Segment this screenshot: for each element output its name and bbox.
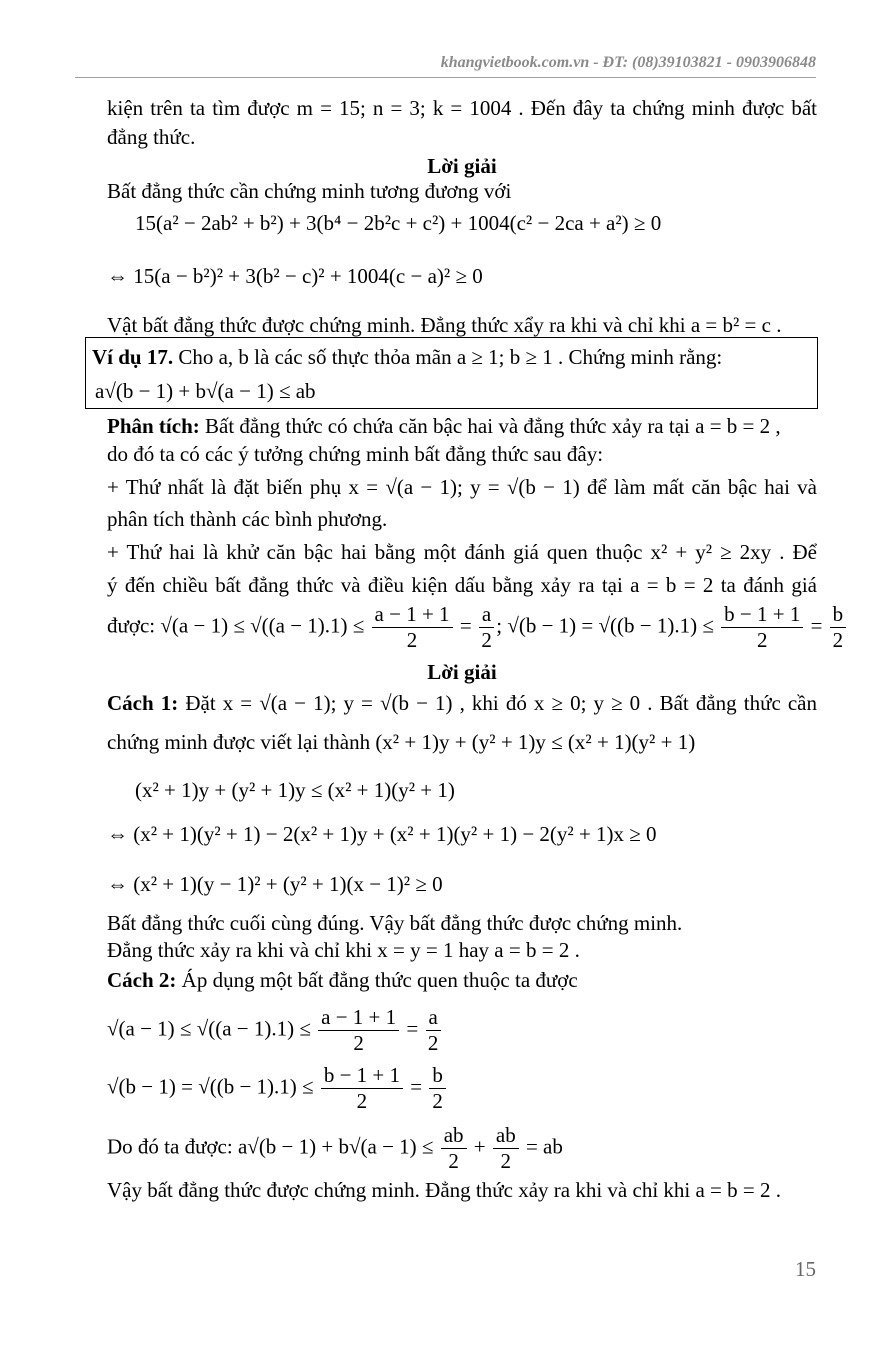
text-line: Bất đẳng thức cần chứng minh tương đương với: [107, 179, 512, 203]
text-line: đẳng thức.: [107, 125, 196, 149]
text-line: + Thứ hai là khử căn bậc hai bằng một đánh giá quen thuộc x² + y² ≥ 2xy . Để: [107, 540, 817, 564]
fraction: $\frac{b}{2}$: [830, 602, 847, 653]
example-text: Cho a, b là các số thực thỏa mãn a ≥ 1; b ≥ 1 . Chứng minh rằng:: [173, 345, 723, 369]
method-2-title: Cách 2:: [107, 968, 177, 992]
fraction: $\frac{b}{2}$: [429, 1063, 446, 1114]
fraction: $\frac{a - 1 + 1}{2}$: [372, 602, 453, 653]
example-title: Ví dụ 17.: [92, 345, 174, 369]
section-heading: Lời giải: [427, 154, 497, 178]
text-line: + Thứ nhất là đặt biến phụ x = √(a − 1); y = √(b − 1) để làm mất căn bậc hai và: [107, 475, 817, 499]
page-header: khangvietbook.com.vn - ĐT: (08)39103821 - 0903906848: [440, 54, 816, 71]
equation: ⇔ (x² + 1)(y² + 1) − 2(x² + 1)y + (x² + 1)(y² + 1) − 2(y² + 1)x ≥ 0: [107, 822, 657, 846]
example-statement: [92, 344, 802, 370]
method-2-text: Áp dụng một bất đẳng thức quen thuộc ta được: [176, 968, 578, 992]
text-line: kiện trên ta tìm được m = 15; n = 3; k = 1004 . Đến đây ta chứng minh được bất: [107, 96, 817, 120]
example-formula: a√(b − 1) + b√(a − 1) ≤ ab: [95, 379, 316, 403]
analysis-title: Phân tích:: [107, 414, 200, 438]
fraction: $\frac{b - 1 + 1}{2}$: [721, 602, 803, 653]
text-line: Đẳng thức xảy ra khi và chỉ khi x = y = 1 hay a = b = 2 .: [107, 938, 580, 962]
fraction: $\frac{a}{2}$: [426, 1005, 441, 1056]
equation: √(a − 1) ≤ √((a − 1).1) ≤ $\frac{a - 1 + 1}{2}$ = $\frac{a}{2}$: [107, 1005, 817, 1056]
equation: √(b − 1) = √((b − 1).1) ≤ $\frac{b - 1 + 1}{2}$ = $\frac{b}{2}$: [107, 1063, 817, 1114]
fraction: $\frac{a}{2}$: [479, 602, 494, 653]
text-line: do đó ta có các ý tưởng chứng minh bất đẳng thức sau đây:: [107, 442, 604, 466]
equation: 15(a² − 2ab² + b²) + 3(b⁴ − 2b²c + c²) + 1004(c² − 2ca + a²) ≥ 0: [135, 211, 662, 235]
method-1-title: Cách 1:: [107, 691, 179, 715]
page-number: 15: [795, 1257, 816, 1281]
text-line: Vật bất đẳng thức được chứng minh. Đẳng thức xẩy ra khi và chỉ khi a = b² = c .: [107, 313, 782, 337]
analysis-line: [107, 413, 817, 439]
equation: ⇔ 15(a − b²)² + 3(b² − c)² + 1004(c − a)² ≥ 0: [107, 264, 483, 288]
text-line: Vậy bất đẳng thức được chứng minh. Đẳng thức xảy ra khi và chỉ khi a = b = 2 .: [107, 1178, 781, 1202]
fraction: $\frac{ab}{2}$: [493, 1123, 519, 1174]
fraction: $\frac{b - 1 + 1}{2}$: [321, 1063, 403, 1114]
fraction: $\frac{ab}{2}$: [441, 1123, 467, 1174]
estimate-line: được: √(a − 1) ≤ √((a − 1).1) ≤ $\frac{a - 1 + 1}{2}$ = $\frac{a}{2}$ ; √(b − 1) = √((b − 1).1) ≤ $\frac{b - 1 + 1}{2}$ = $\frac{b}{2}$: [107, 602, 817, 653]
section-heading: Lời giải: [427, 660, 497, 684]
equation: (x² + 1)y + (y² + 1)y ≤ (x² + 1)(y² + 1): [135, 778, 455, 802]
analysis-text: Bất đẳng thức có chứa căn bậc hai và đẳng thức xảy ra tại a = b = 2 ,: [199, 414, 781, 438]
equation: ⇔ (x² + 1)(y − 1)² + (y² + 1)(x − 1)² ≥ 0: [107, 872, 443, 896]
header-divider: [75, 77, 816, 78]
text-line: ý đến chiều bất đẳng thức và điều kiện dấu bằng xảy ra tại a = b = 2 ta đánh giá: [107, 573, 817, 597]
text-line: chứng minh được viết lại thành (x² + 1)y + (y² + 1)y ≤ (x² + 1)(y² + 1): [107, 730, 696, 754]
text-line: phân tích thành các bình phương.: [107, 507, 388, 531]
method-1-text: Đặt x = √(a − 1); y = √(b − 1) , khi đó x ≥ 0; y ≥ 0 . Bất đẳng thức cần: [178, 691, 817, 715]
method-line: [107, 967, 817, 993]
conclusion-line: Do đó ta được: a√(b − 1) + b√(a − 1) ≤ $\frac{ab}{2}$ + $\frac{ab}{2}$ = ab: [107, 1123, 563, 1174]
text-line: Bất đẳng thức cuối cùng đúng. Vậy bất đẳng thức được chứng minh.: [107, 911, 683, 935]
fraction: $\frac{a - 1 + 1}{2}$: [318, 1005, 399, 1056]
method-line: [107, 690, 817, 716]
